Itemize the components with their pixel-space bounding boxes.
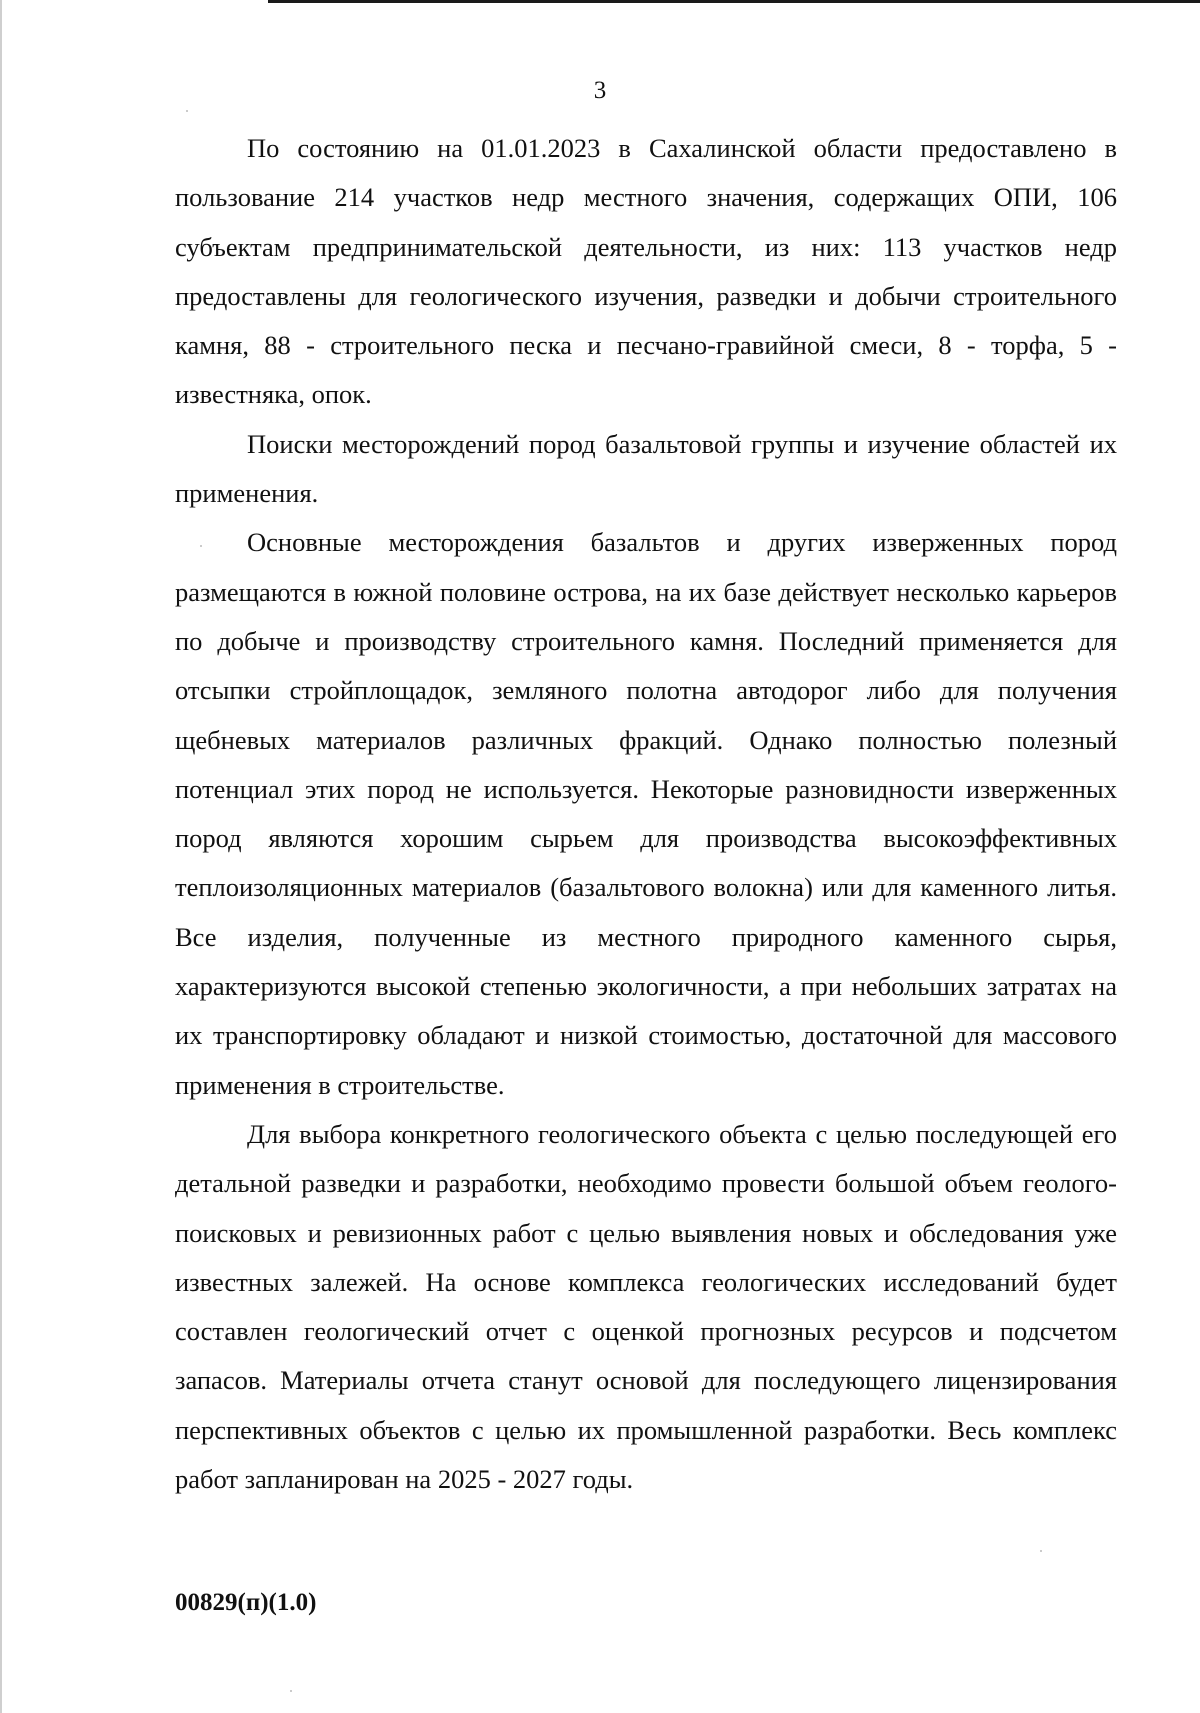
paragraph-basalt-deposits: Основные месторождения базальтов и других изверженных пород размещаются в южной половине острова, на их базе действует несколько карьеров по добыче и производству строительного камня. Последний применяется для отсыпки стройплощадок, земляного полотна автодорог либо для получения щебневых материалов различных фракций. Однако полностью полезный потенциал этих пород не используется. Некоторые разновидности изверженных пород являются хорошим сырьем для производства высокоэффективных теплоизоляционных материалов (базальтового волокна) или для каменного литья. Все изделия, полученные из местного природного каменного сырья, характеризуются высокой степенью экологичности, а при небольших затратах на их транспортировку обладают и низкой стоимостью, достаточной для массового применения в строительстве.	[175, 527, 1117, 1100]
scan-speck	[186, 110, 188, 112]
document-body	[175, 124, 1117, 1504]
scan-speck	[1040, 1550, 1042, 1552]
paragraph-exploration-plan: Для выбора конкретного геологического объекта с целью последующей его детальной разведки и разработки, необходимо провести большой объем геолого-поисковых и ревизионных работ с целью выявления новых и обследования уже известных залежей. На основе комплекса геологических исследований будет составлен геологический отчет с оценкой прогнозных ресурсов и подсчетом запасов. Материалы отчета станут основой для последующего лицензирования перспективных объектов с целью их промышленной разработки. Весь комплекс работ запланирован на 2025 - 2027 годы.	[175, 1118, 1117, 1495]
scan-speck	[290, 1690, 292, 1692]
paragraph-basalt-search-heading: Поиски месторождений пород базальтовой группы и изучение областей их применения.	[175, 428, 1117, 509]
document-footer-code: 00829(п)(1.0)	[175, 1589, 317, 1616]
scan-speck	[200, 545, 202, 547]
page-number: 3	[593, 77, 607, 104]
paragraph-subsoil-status: По состоянию на 01.01.2023 в Сахалинской области предоставлено в пользование 214 участков недр местного значения, содержащих ОПИ, 106 субъектам предпринимательской деятельности, из них: 113 участков недр предоставлены для геологического изучения, разведки и добычи строительного камня, 88 - строительного песка и песчано-гравийной смеси, 8 - торфа, 5 - известняка, опок.	[175, 133, 1117, 410]
scan-left-edge	[0, 0, 2, 1713]
top-border-line	[268, 0, 1200, 3]
